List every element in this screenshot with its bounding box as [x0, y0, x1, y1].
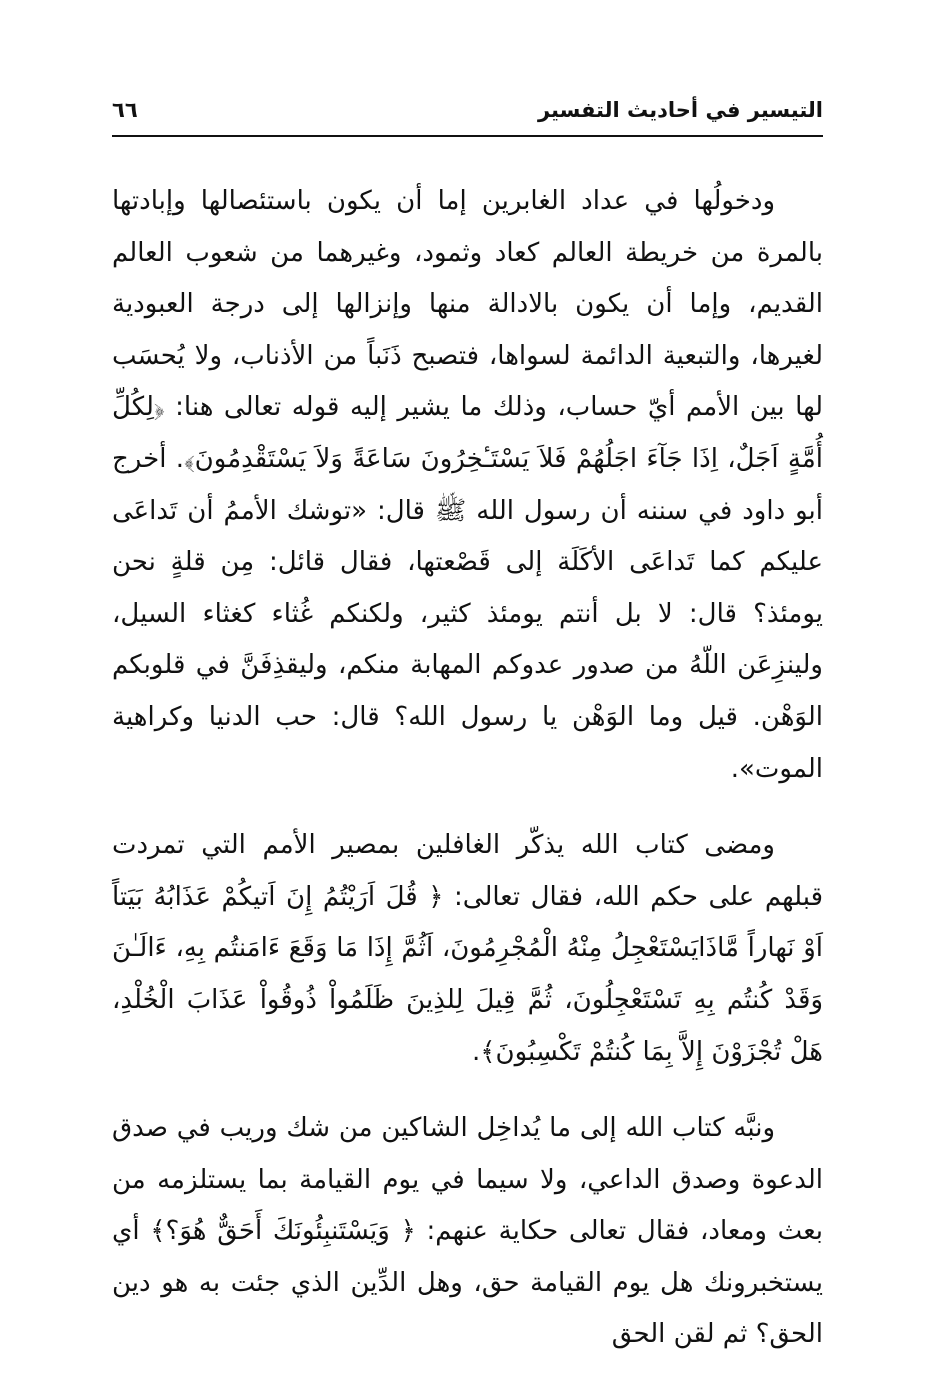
- page-number: ٦٦: [112, 98, 138, 122]
- paragraph: ومضى كتاب الله يذكّر الغافلين بمصير الأمم التي تمردت قبلهم على حكم الله، فقال تعالى: ﴿ قُلَ اَرَيْتُمُ إِنَ اَتيكُمْ عَذَابُهُ بَيَتاً اَوْ نَهاراً مَّاذَايَسْتَعْجِلُ مِنْهُ الْمُجْرِمُونَ، اَثُمَّ إِذَا مَا وَقَعَ ءَامَنتُم بِهِ، ءَالَـٰنَ وَقَدْ كُنتُم بِهِ تَسْتَعْجِلُونَ، ثُمَّ قِيلَ لِلذِينَ ظَلَمُواْ ذُوقُواْ عَذَابَ الْخُلْدِ، هَلْ تُجْزَوْنَ إِلاَّ بِمَا كُنتُمْ تَكْسِبُونَ﴾.: [112, 830, 823, 1067]
- running-title: التيسير في أحاديث التفسير: [537, 98, 823, 122]
- body-text: [112, 176, 823, 1361]
- paragraph: ودخولُها في عداد الغابرين إما أن يكون باستئصالها وإبادتها بالمرة من خريطة العالم كعاد وثمود، وغيرهما من شعوب العالم القديم، وإما أن يكون بالادالة منها وإنزالها إلى درجة العبودية لغيرها، والتبعية الدائمة لسواها، فتصبح ذَنَباً من الأذناب، ولا يُحسَب لها بين الأمم أيّ حساب، وذلك ما يشير إليه قوله تعالى هنا: ﴿لِكُلِّ أُمَّةٍ اَجَلٌ، اِذَا جَآءَ اجَلُهُمْ فَلاَ يَسْتَـٔخِرُونَ سَاعَةً وَلاَ يَسْتَقْدِمُونَ﴾. أخرج أبو داود في سننه أن رسول الله ﷺ قال: «توشك الأممُ أن تَداعَى عليكم كما تَداعَى الأكَلَة إلى قَصْعتها، فقال قائل: مِن قلةٍ نحن يومئذ؟ قال: لا بل أنتم يومئذ كثير، ولكنكم غُثاء كغثاء السيل، ولينزِعَن اللّهُ من صدور عدوكم المهابة منكم، وليقذِفَنَّ في قلوبكم الوَهْن. قيل وما الوَهْن يا رسول الله؟ قال: حب الدنيا وكراهية الموت».: [112, 186, 823, 784]
- header-rule: [112, 135, 823, 137]
- paragraph: ونبَّه كتاب الله إلى ما يُداخِل الشاكين من شك وريب في صدق الدعوة وصدق الداعي، ولا سيما في يوم القيامة بما يستلزمه من بعث ومعاد، فقال تعالى حكاية عنهم: ﴿ وَيَسْتَنبِئُونَكَ أَحَقٌّ هُوَ؟﴾ أي يستخبرونك هل يوم القيامة حق، وهل الدِّين الذي جئت به هو دين الحق؟ ثم لقن الحق: [112, 1113, 823, 1350]
- running-header: [112, 100, 823, 121]
